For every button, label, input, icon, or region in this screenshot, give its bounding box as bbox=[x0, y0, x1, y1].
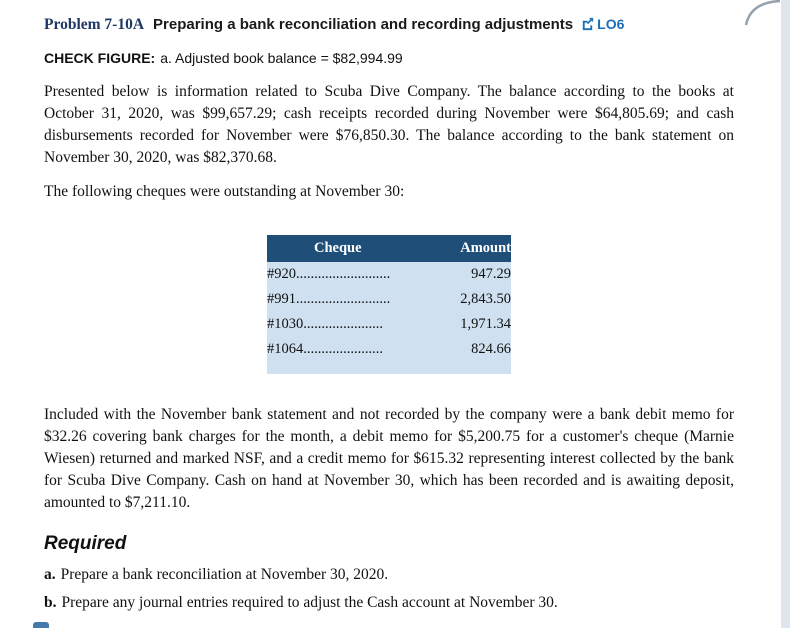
column-header-amount: Amount bbox=[409, 235, 511, 262]
table-row bbox=[267, 337, 511, 362]
cheques-table bbox=[267, 235, 511, 362]
memos-paragraph: Included with the November bank statement and not recorded by the company were a bank debit memo for $32.26 covering bank charges for the month, a debit memo for $5,200.75 for a customer's cheque (Marnie Wiesen) returned and marked NSF, and a credit memo for $615.32 representing interest collected by the bank for Scuba Dive Company. Cash on hand at November 30, which has been recorded and is awaiting deposit, amounted to $7,211.10. bbox=[44, 406, 734, 511]
table-header-row bbox=[267, 235, 511, 262]
lo-link[interactable] bbox=[580, 16, 624, 33]
amount-cell: 947.29 bbox=[471, 266, 511, 282]
cutoff-element bbox=[33, 622, 49, 628]
problem-title: Preparing a bank reconciliation and recording adjustments bbox=[153, 16, 574, 33]
required-item-b-label: b. bbox=[44, 594, 57, 611]
check-figure-value: a. Adjusted book balance = $82,994.99 bbox=[160, 50, 403, 66]
cheque-number-cell: #920.......................... bbox=[267, 266, 391, 282]
required-item-a-label: a. bbox=[44, 566, 56, 583]
outstanding-cheques-intro: The following cheques were outstanding at November 30: bbox=[44, 183, 405, 200]
amount-cell: 1,971.34 bbox=[460, 316, 511, 332]
scrollbar[interactable] bbox=[781, 0, 790, 628]
required-item-a bbox=[44, 564, 734, 586]
problem-heading bbox=[44, 14, 734, 35]
amount-cell: 2,843.50 bbox=[460, 291, 511, 307]
check-figure-label: CHECK FIGURE: bbox=[44, 50, 156, 66]
cheques-table-container bbox=[267, 235, 511, 374]
cheque-number-cell: #991.......................... bbox=[267, 291, 391, 307]
required-item-a-text: Prepare a bank reconciliation at November 30, 2020. bbox=[60, 566, 389, 583]
required-item-b bbox=[44, 592, 734, 614]
cheque-number-cell: #1030...................... bbox=[267, 316, 383, 332]
external-link-icon bbox=[580, 16, 595, 31]
cheque-number-cell: #1064...................... bbox=[267, 341, 383, 357]
lo-label: LO6 bbox=[597, 16, 625, 32]
amount-cell: 824.66 bbox=[471, 341, 511, 357]
table-row bbox=[267, 312, 511, 337]
required-item-b-text: Prepare any journal entries required to adjust the Cash account at November 30. bbox=[61, 594, 558, 611]
column-header-cheque: Cheque bbox=[267, 235, 409, 262]
table-row bbox=[267, 262, 511, 287]
corner-curve-decoration bbox=[744, 0, 780, 26]
required-heading: Required bbox=[44, 533, 127, 554]
table-row bbox=[267, 287, 511, 312]
intro-paragraph: Presented below is information related to Scuba Dive Company. The balance according to the books at October 31, 2020, was $99,657.29; cash receipts recorded during November were $64,805.69; and cash disbursements recorded for November were $76,850.30. The balance according to the bank statement on November 30, 2020, was $82,370.68. bbox=[44, 83, 734, 166]
problem-number: Problem 7-10A bbox=[44, 16, 145, 33]
check-figure bbox=[44, 49, 734, 67]
